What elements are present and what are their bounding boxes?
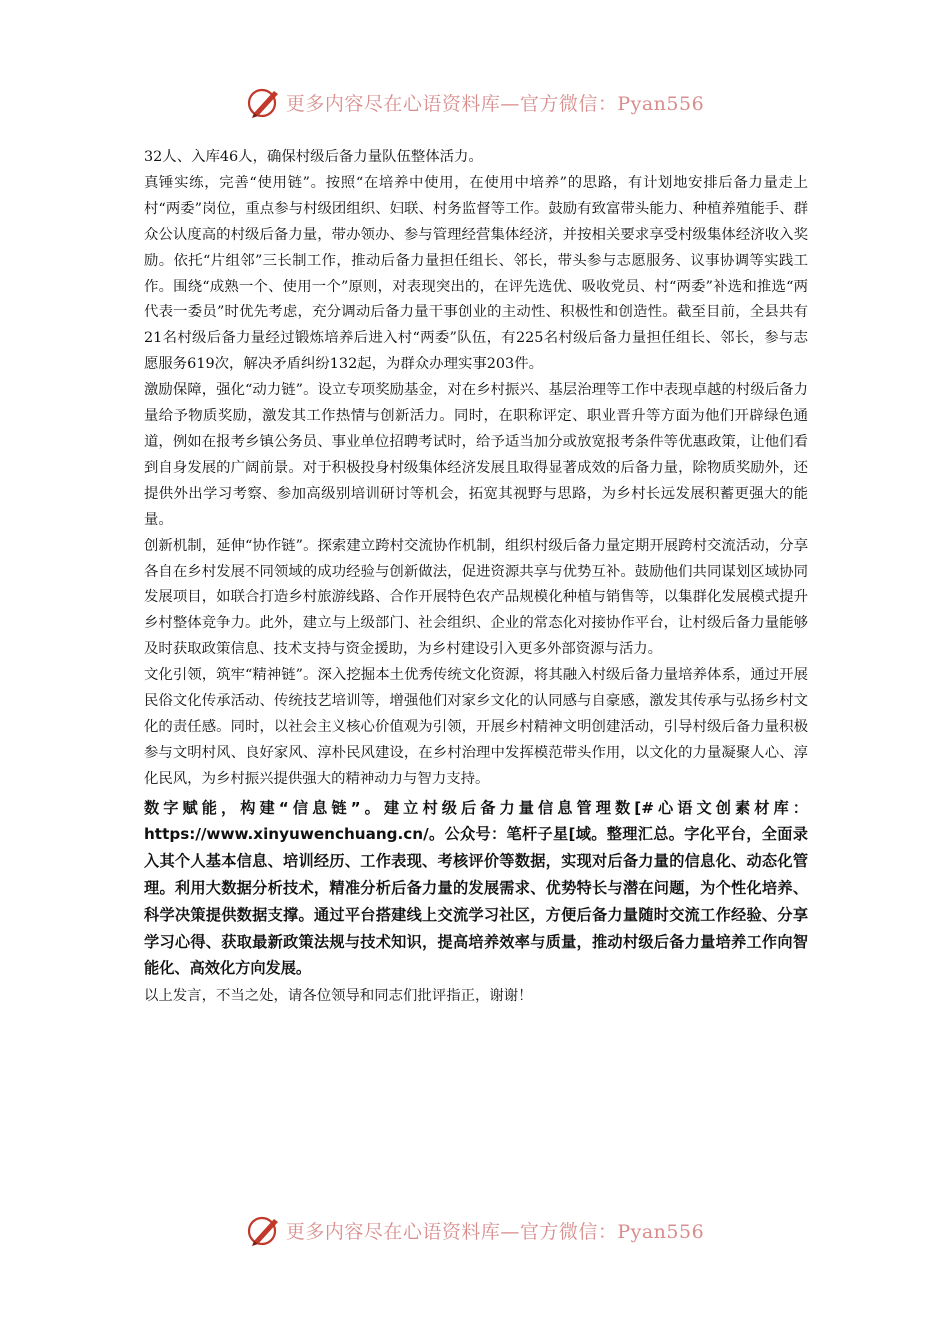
paragraph-collaboration-chain: 创新机制，延伸“协作链”。探索建立跨村交流协作机制，组织村级后备力量定期开展跨村交流活动，分享各自在乡村发展不同领域的成功经验与创新做法，促进资源共享与优势互补。鼓励他们共同谋划区域协同发展项目，如联合打造乡村旅游线路、合作开展特色农产品规模化种植与销售等，以集群化发展模式提升乡村整体竞争力。此外，建立与上级部门、社会组织、企业的常态化对接协作平台，让村级后备力量能够及时获取政策信息、技术支持与资金援助，为乡村建设引入更多外部资源与活力。	[144, 537, 808, 658]
pen-logo-icon	[246, 85, 282, 119]
paragraph-power-chain: 激励保障，强化“动力链”。设立专项奖励基金，对在乡村振兴、基层治理等工作中表现卓越的村级后备力量给予物质奖励，激发其工作热情与创新活力。同时，在职称评定、职业晋升等方面为他们开辟绿色通道，例如在报考乡镇公务员、事业单位招聘考试时，给予适当加分或放宽报考条件等优惠政策，让他们看到自身发展的广阔前景。对于积极投身村级集体经济发展且取得显著成效的后备力量，除物质奖励外，还提供外出学习考察、参加高级别培训研讨等机会，拓宽其视野与思路，为乡村长远发展积蓄更强大的能量。	[144, 382, 808, 528]
paragraph-spirit-chain: 文化引领，筑牢“精神链”。深入挖掘本土优秀传统文化资源，将其融入村级后备力量培养体系，通过开展民俗文化传承活动、传统技艺培训等，增强他们对家乡文化的认同感与自豪感，激发其传承与弘扬乡村文化的责任感。同时，以社会主义核心价值观为引领，开展乡村精神文明创建活动，引导村级后备力量积极参与文明村风、良好家风、淳朴民风建设，在乡村治理中发挥模范带头作用，以文化的力量凝聚人心、淳化民风，为乡村振兴提供强大的精神动力与智力支持。	[144, 667, 808, 787]
footer-banner-text: 更多内容尽在心语资料库—官方微信：Pyan556	[285, 1220, 705, 1243]
footer-banner	[0, 1210, 950, 1250]
header-banner	[0, 82, 950, 122]
header-banner-text: 更多内容尽在心语资料库—官方微信：Pyan556	[285, 92, 705, 115]
paragraph-information-chain: 数字赋能，构建“信息链”。建立村级后备力量信息管理数[#心语文创素材库：https://www.xinyuwenchuang.cn/。公众号：笔杆子星[域。整理汇总。字化平台，全面录入其个人基本信息、培训经历、工作表现、考核评价等数据，实现对后备力量的信息化、动态化管理。利用大数据分析技术，精准分析后备力量的发展需求、优势特长与潜在问题，为个性化培养、科学决策提供数据支撑。通过平台搭建线上交流学习社区，方便后备力量随时交流工作经验、分享学习心得、获取最新政策法规与技术知识，提高培养效率与质量，推动村级后备力量培养工作向智能化、高效化方向发展。	[144, 798, 808, 978]
paragraph-usage-chain: 真锤实练，完善“使用链”。按照“在培养中使用，在使用中培养”的思路，有计划地安排后备力量走上村“两委”岗位，重点参与村级团组织、妇联、村务监督等工作。鼓励有致富带头能力、种植养殖能手、群众公认度高的村级后备力量，带办领办、参与管理经营集体经济，并按相关要求享受村级集体经济收入奖励。依托“片组邻”三长制工作，推动后备力量担任组长、邻长，带头参与志愿服务、议事协调等实践工作。围绕“成熟一个、使用一个”原则，对表现突出的，在评先选优、吸收党员、村“两委”补选和推选“两代表一委员”时优先考虑，充分调动后备力量干事创业的主动性、积极性和创造性。截至目前，全县共有21名村级后备力量经过锻炼培养后进入村“两委”队伍，有225名村级后备力量担任组长、邻长，参与志愿服务619次，解决矛盾纠纷132起，为群众办理实事203件。	[144, 174, 808, 373]
paragraph-closing: 以上发言，不当之处，请各位领导和同志们批评指正，谢谢！	[144, 988, 533, 1005]
pen-logo-icon	[246, 1213, 282, 1247]
paragraph-intro-tail: 32人、入库46人，确保村级后备力量队伍整体活力。	[144, 149, 483, 165]
document-body	[144, 145, 808, 1010]
